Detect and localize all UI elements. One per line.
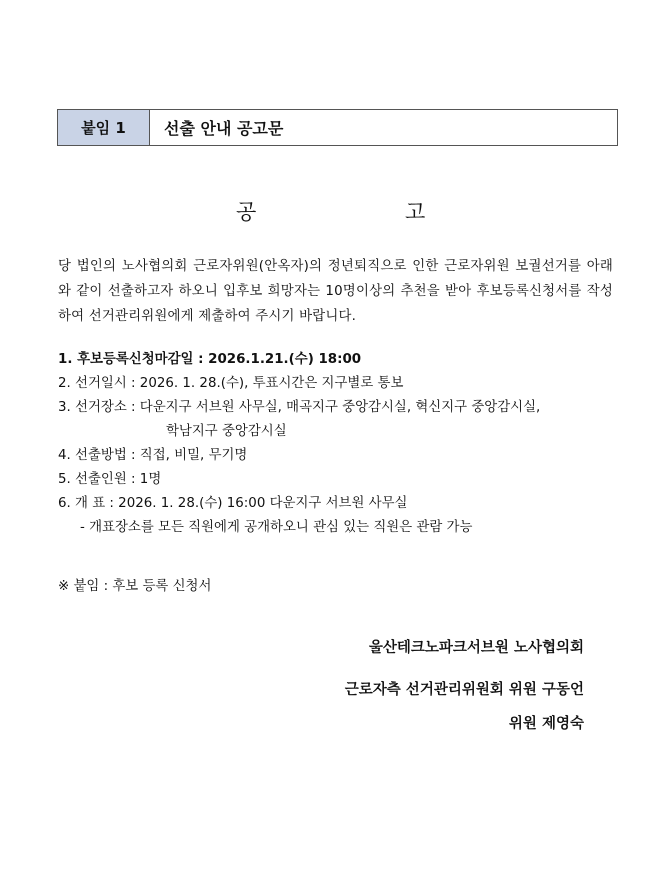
signature-org: 울산테크노파크서브원 노사협의회 xyxy=(368,640,584,656)
item-count: 5. 선출인원 : 1명 xyxy=(58,472,162,487)
notice-title xyxy=(0,196,653,224)
attachment-header xyxy=(57,109,618,146)
item-election-date: 2. 선거일시 : 2026. 1. 28.(수), 투표시간은 지구별로 통보 xyxy=(58,376,404,391)
attachment-tag: 붙임 1 xyxy=(58,110,150,145)
signature-committee: 근로자측 선거관리위원회 위원 구동언 xyxy=(344,682,584,698)
item-election-place-cont xyxy=(58,420,623,444)
item-counting: 6. 개 표 : 2026. 1. 28.(수) 16:00 다운지구 서브원 사무실 xyxy=(58,496,408,511)
notice-items xyxy=(58,348,623,540)
item-election-place-cont-text: 학남지구 중앙감시실 xyxy=(166,424,287,439)
notice-title-char-2: 고 xyxy=(405,200,426,224)
item-counting-note xyxy=(58,516,623,540)
signature-member: 위원 제영숙 xyxy=(508,716,584,732)
item-counting-note-text: - 개표장소를 모든 직원에게 공개하오니 관심 있는 직원은 관람 가능 xyxy=(80,520,473,535)
notice-title-char-1: 공 xyxy=(236,200,257,224)
attachment-title: 선출 안내 공고문 xyxy=(164,119,284,138)
item-method: 4. 선출방법 : 직접, 비밀, 무기명 xyxy=(58,448,248,463)
item-election-place: 3. 선거장소 : 다운지구 서브원 사무실, 매곡지구 중앙감시실, 혁신지구 중앙감시실, xyxy=(58,400,541,415)
item-deadline: 1. 후보등록신청마감일 : 2026.1.21.(수) 18:00 xyxy=(58,352,362,367)
intro-paragraph: 당 법인의 노사협의회 근로자위원(안옥자)의 정년퇴직으로 인한 근로자위원 보궐선거를 아래와 같이 선출하고자 하오니 입후보 희망자는 10명이상의 추천을 받아 후보등록신청서를 작성하여 선거관리위원에게 제출하여 주시기 바랍니다. xyxy=(58,259,613,324)
attachment-note: ※ 붙임 : 후보 등록 신청서 xyxy=(58,579,212,594)
